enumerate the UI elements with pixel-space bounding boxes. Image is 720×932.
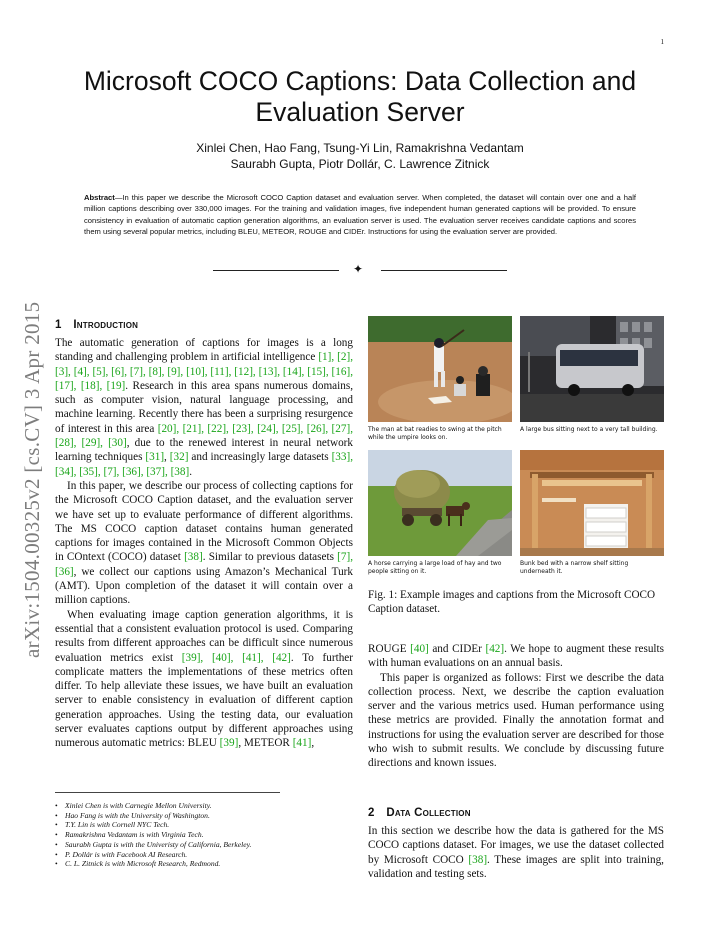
- text-run: ROUGE: [368, 643, 411, 655]
- figure-cell-baseball: [368, 316, 512, 442]
- text-run: . To further complicate matters the implementations of these metrics often differ. To help alleviate these issues, we have built an evaluation server to enable consistency in evaluation of different caption generation approaches. Using the testing data, our evaluation server evaluates captions output by different approaches using numerous automatic metrics: BLEU: [55, 651, 353, 750]
- figure-cell-bus: [520, 316, 664, 434]
- intro-paragraph-3-continued: [368, 642, 664, 671]
- data-collection-paragraph-1: [368, 824, 664, 881]
- author-line-2: Saurabh Gupta, Piotr Dollár, C. Lawrence Zitnick: [230, 157, 490, 171]
- text-run: When evaluating image caption generation algorithms, it is essential that a consistent evaluation protocol is used. Comparing results from different approaches can be difficult since numerous evaluation metrics exist: [55, 608, 353, 664]
- citation-link[interactable]: [31]: [145, 451, 165, 464]
- footnote-item: • Saurabh Gupta is with the Univeristy of California, Berkeley.: [55, 840, 353, 850]
- text-run: and increasingly large datasets: [188, 451, 332, 464]
- text-run: , we collect our captions using Amazon’s Mechanical Turk (AMT). Upon completion of the dataset it will contain over a million captions.: [55, 565, 353, 607]
- footnote-item: • T.Y. Lin is with Cornell NYC Tech.: [55, 820, 353, 830]
- abstract-label: Abstract: [84, 193, 115, 202]
- section-1-title: Introduction: [73, 319, 139, 331]
- author-list: [60, 140, 660, 172]
- text-run: The automatic generation of captions for images is a long standing and challenging problem in artificial intelligence: [55, 337, 353, 364]
- abstract-text: —In this paper we describe the Microsoft COCO Caption dataset and evaluation server. When completed, the dataset will contain over one and a half million captions describing over 330,000 images. For the training and validation images, five independent human generated captions will be provided. To ensure consistency in evaluation of automatic caption generation algorithms, an evaluation server is used. The evaluation server receives candidate captions and scores them using several popular metrics, including BLEU, METEOR, ROUGE and CIDEr. Instructions for using the evaluation server are provided.: [84, 193, 636, 237]
- figure-caption-baseball: The man at bat readies to swing at the pitch while the umpire looks on.: [368, 426, 502, 442]
- section-1-heading: [55, 318, 353, 332]
- author-line-1: Xinlei Chen, Hao Fang, Tsung-Yi Lin, Ramakrishna Vedantam: [196, 141, 524, 155]
- citation-link[interactable]: [38]: [184, 551, 203, 564]
- right-column: [368, 642, 664, 771]
- text-run: . These images are split into training, validation and testing sets.: [368, 853, 664, 880]
- text-run: , METEOR: [238, 737, 293, 750]
- citation-link[interactable]: [32]: [169, 451, 189, 464]
- section-1-number: 1: [55, 319, 62, 331]
- text-run: ,: [311, 737, 315, 750]
- abstract: [84, 192, 636, 238]
- section-2-number: 2: [368, 807, 375, 819]
- divider-ornament: ✦: [353, 262, 364, 276]
- section-2-heading: [368, 806, 664, 820]
- citation-links[interactable]: [20], [21], [22], [23], [24], [25], [26], [27], [28], [29], [30]: [55, 422, 353, 450]
- text-run: In this section we describe how the data is gathered for the MS COCO captions dataset. For images, we use the dataset collected by Microsoft COCO: [368, 825, 664, 866]
- footnote-item: • C. L. Zitnick is with Microsoft Research, Redmond.: [55, 859, 353, 869]
- footnote-item: • Hao Fang is with the University of Washington.: [55, 811, 353, 821]
- arxiv-side-stamp: [20, 258, 44, 658]
- left-column: [55, 318, 353, 751]
- bunk-bed-photo: [520, 450, 664, 556]
- intro-paragraph-2: [55, 479, 353, 608]
- text-run: . Research in this area spans numerous domains, such as computer vision, natural language processing, and machine learning. Recently there has been a surprising resurgence of interest in this area: [55, 379, 353, 435]
- text-run: In this paper, we describe our process of collecting captions for the Microsoft COCO Caption dataset, and the evaluation server we have set up to evaluate performance of different algorithms. The MS COCO caption dataset contains human generated captions for images contained in the Microsoft Common Objects in COntext (COCO) dataset: [55, 479, 353, 564]
- text-run: ,: [164, 451, 170, 464]
- citation-link[interactable]: [42]: [485, 643, 505, 655]
- citation-links[interactable]: [39], [40], [41], [42]: [181, 651, 291, 664]
- citation-link[interactable]: [41]: [292, 737, 312, 750]
- text-run: .: [189, 465, 193, 478]
- footnote-item: • Ramakrishna Vedantam is with Virginia Tech.: [55, 830, 353, 840]
- figure-caption-hay-cart: A horse carrying a large load of hay and two people sitting on it.: [368, 560, 502, 576]
- text-run: . We hope to augment these results with human evaluations on an annual basis.: [368, 643, 664, 670]
- section-2-title: Data Collection: [386, 807, 471, 819]
- citation-links[interactable]: [33], [34], [35], [7], [36], [37], [38]: [55, 451, 354, 478]
- citation-link[interactable]: [39]: [219, 737, 239, 750]
- section-2: [368, 806, 664, 881]
- intro-paragraph-3: [55, 608, 353, 751]
- paper-title: Microsoft COCO Captions: Data Collection and Evaluation Server: [83, 66, 637, 127]
- figure-1-caption: Fig. 1: Example images and captions from the Microsoft COCO Caption dataset.: [368, 589, 656, 616]
- citation-links[interactable]: [1], [2], [3], [4], [5], [6], [7], [8], [9], [10], [11], [12], [13], [14], [15], [16], [17], [18], [19]: [55, 351, 353, 392]
- baseball-photo: [368, 316, 512, 422]
- footnote-item: • P. Dollár is with Facebook AI Research.: [55, 850, 353, 860]
- citation-link[interactable]: [38]: [468, 853, 488, 866]
- divider-rule-right: [381, 270, 507, 271]
- divider-rule-left: [213, 270, 339, 271]
- text-run: , due to the renewed interest in neural network learning techniques: [55, 437, 353, 464]
- figure-caption-bunk-bed: Bunk bed with a narrow shelf sitting underneath it.: [520, 560, 629, 576]
- text-run: and CIDEr: [428, 643, 486, 655]
- figure-cell-bunk-bed: [520, 450, 664, 576]
- citation-link[interactable]: [40]: [410, 643, 429, 655]
- figure-caption-bus: A large bus sitting next to a very tall building.: [520, 426, 658, 433]
- citation-links[interactable]: [7], [36]: [55, 551, 353, 578]
- page-number: 1: [660, 38, 664, 46]
- arxiv-identifier: arXiv:1504.00325v2 [cs.CV] 3 Apr 2015: [20, 301, 44, 658]
- hay-cart-photo: [368, 450, 512, 556]
- intro-paragraph-4: This paper is organized as follows: First we describe the data collection process. Next, we describe the caption evaluation server and the various metrics used. Human performance using these metrics are provided. Finally the annotation format and instructions for using the evaluation server are described for those who wish to submit results. We conclude by discussing future directions and known issues.: [368, 671, 664, 770]
- footnote-item: • Xinlei Chen is with Carnegie Mellon University.: [55, 801, 353, 811]
- section-divider: [213, 264, 507, 276]
- figure-cell-hay-cart: [368, 450, 512, 576]
- text-run: . Similar to previous datasets: [202, 551, 338, 564]
- bus-photo: [520, 316, 664, 422]
- affiliation-footnotes: [55, 801, 353, 869]
- intro-paragraph-1: [55, 336, 353, 479]
- footnote-rule: [55, 792, 280, 793]
